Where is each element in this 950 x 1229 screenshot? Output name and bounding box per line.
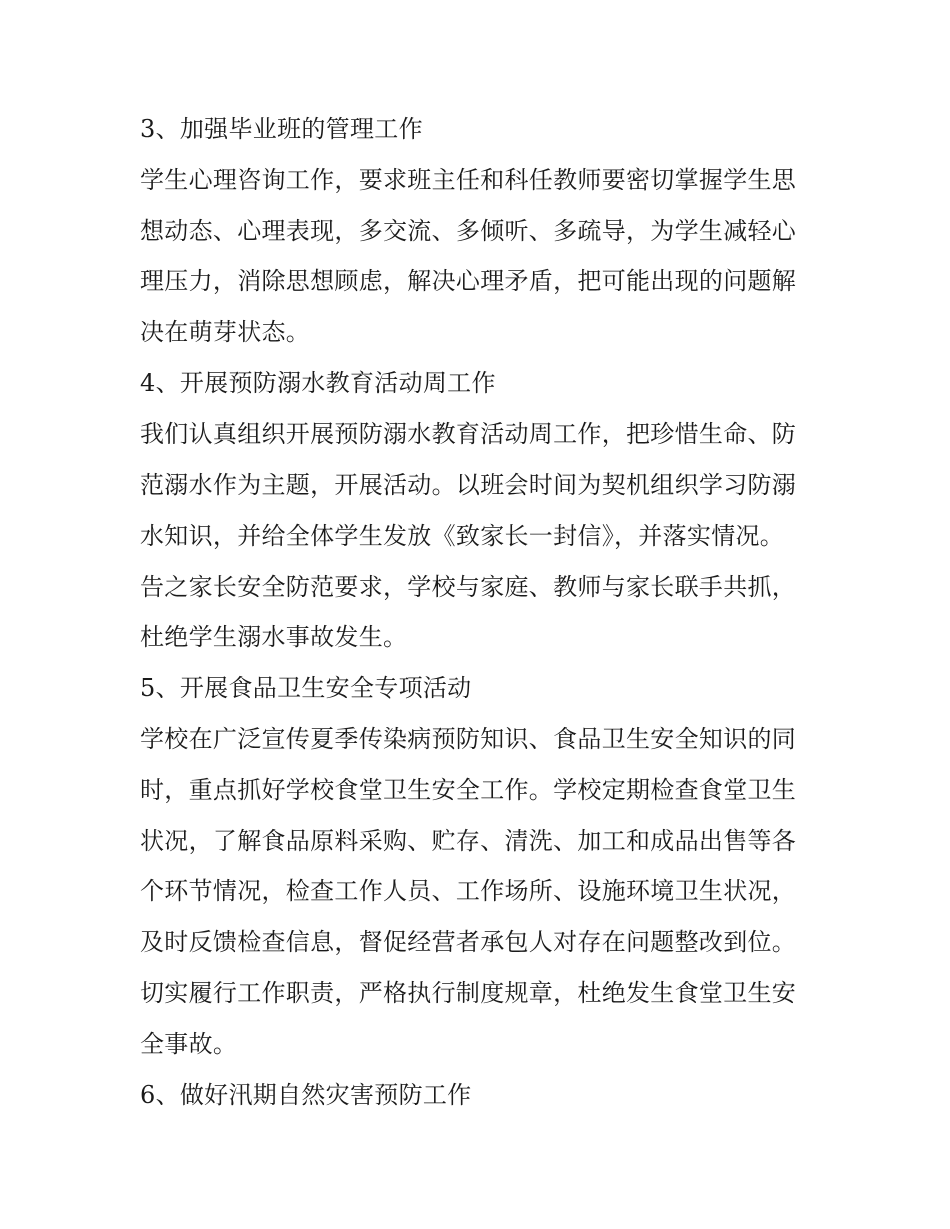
paragraph-line: 杜绝学生溺水事故发生。 <box>140 623 408 651</box>
section-heading-6: 6、做好汛期自然灾害预防工作 <box>140 1081 472 1109</box>
paragraph-line: 切实履行工作职责，严格执行制度规章，杜绝发生食堂卫生安 <box>140 979 797 1007</box>
paragraph-line: 及时反馈检查信息，督促经营者承包人对存在问题整改到位。 <box>140 928 797 956</box>
section-heading-4: 4、开展预防溺水教育活动周工作 <box>140 369 496 397</box>
paragraph-line: 告之家长安全防范要求，学校与家庭、教师与家长联手共抓， <box>140 573 797 601</box>
paragraph-line: 水知识，并给全体学生发放《致家长一封信》，并落实情况。 <box>140 522 785 550</box>
paragraph-line: 全事故。 <box>140 1030 238 1058</box>
paragraph-line: 学生心理咨询工作，要求班主任和科任教师要密切掌握学生思 <box>140 166 797 194</box>
paragraph-line: 状况，了解食品原料采购、贮存、清洗、加工和成品出售等各 <box>140 827 797 855</box>
paragraph-line: 我们认真组织开展预防溺水教育活动周工作，把珍惜生命、防 <box>140 420 797 448</box>
section-heading-5: 5、开展食品卫生安全专项活动 <box>140 674 472 702</box>
paragraph-line: 时，重点抓好学校食堂卫生安全工作。学校定期检查食堂卫生 <box>140 776 797 804</box>
paragraph-line: 学校在广泛宣传夏季传染病预防知识、食品卫生安全知识的同 <box>140 725 797 753</box>
paragraph-line: 想动态、心理表现，多交流、多倾听、多疏导，为学生减轻心 <box>140 217 797 245</box>
paragraph-line: 范溺水作为主题，开展活动。以班会时间为契机组织学习防溺 <box>140 471 797 499</box>
paragraph-line: 理压力，消除思想顾虑，解决心理矛盾，把可能出现的问题解 <box>140 267 797 295</box>
paragraph-line: 决在萌芽状态。 <box>140 318 311 346</box>
section-heading-3: 3、加强毕业班的管理工作 <box>140 115 423 143</box>
paragraph-line: 个环节情况，检查工作人员、工作场所、设施环境卫生状况， <box>140 877 797 905</box>
